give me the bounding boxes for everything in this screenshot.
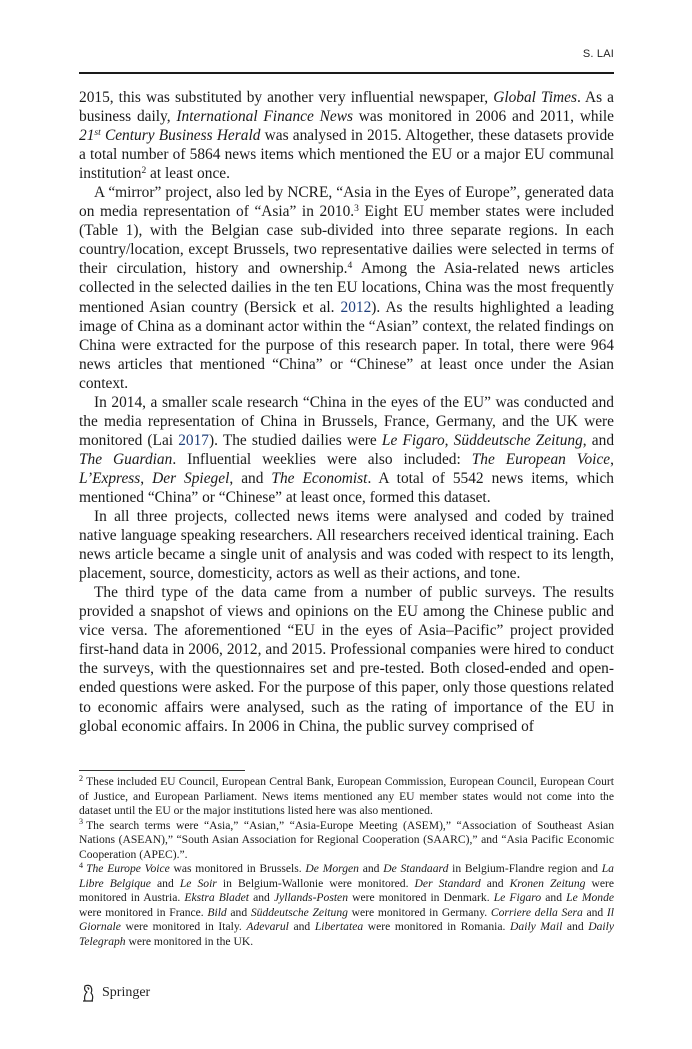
text-run: and	[150, 876, 180, 890]
text-run: and	[358, 862, 384, 876]
text-run: ,	[444, 431, 454, 449]
italic-title: Le Figaro	[493, 891, 542, 905]
footnote-number: 2	[79, 773, 84, 783]
text-run: in Belgium-Flandre region and	[448, 862, 602, 876]
italic-title: Century Business Herald	[100, 127, 261, 145]
springer-horse-icon	[79, 983, 97, 1003]
text-run: . Influential weeklies were also included:	[172, 450, 472, 468]
publisher-name: Springer	[102, 985, 151, 1000]
footnote-number: 4	[79, 860, 84, 870]
footnote-ref[interactable]: 2	[141, 164, 147, 176]
text-run: In 2014, a smaller scale research “China in the eyes of the EU” was conducted and the media representation of China in Brussels, France, Germany, and the UK were monitored (Lai	[79, 393, 614, 449]
text-run: These included EU Council, European Central Bank, European Commission, European Council, European Court of Justice, and European Parliament. News items mentioned any EU member states would not come into the dataset until the EU or the major institutions listed here was also mentioned.	[79, 775, 614, 818]
page-header	[79, 44, 614, 74]
text-run: . As a business daily,	[79, 89, 614, 126]
italic-title: Libertatea	[314, 920, 364, 934]
text-run: ). As the results highlighted a leading image of China as a dominant actor within the “Asian” context, the related findings on China were extracted for the purpose of this research paper. In total, there were 964 news articles that mentioned “China” or “Chinese” at least once under the Asian context.	[79, 298, 614, 392]
italic-title: The Europe Voice	[86, 862, 170, 876]
ordinal-suffix: st	[94, 126, 101, 138]
text-run: ,	[610, 450, 614, 468]
text-run: , and	[582, 431, 615, 449]
text-run: was monitored in Brussels.	[169, 862, 306, 876]
body-paragraph	[79, 183, 614, 393]
text-run: and	[480, 876, 510, 890]
italic-title: Global Times	[493, 89, 577, 106]
italic-title: De Morgen	[305, 862, 359, 876]
text-run: The search terms were “Asia,” “Asian,” “Asia-Europe Meeting (ASEM),” “Association of Southeast Asian Nations (ASEAN),” “South Asian Association for Regional Cooperation (SAARC),” and “Asia Pacific Economic Cooperation (APEC).”.	[79, 818, 614, 861]
italic-title: De Standaard	[383, 862, 449, 876]
body-paragraph	[79, 393, 614, 507]
italic-title: Le Figaro	[381, 431, 445, 449]
text-run: Among the Asia-related news articles collected in the selected dailies in the ten EU locations, China was the most frequently mentioned Asian country (Bersick et al.	[79, 260, 614, 316]
text-run: were monitored in Italy.	[120, 920, 247, 934]
text-run: and	[226, 905, 251, 919]
text-run: 2015, this was substituted by another very influential newspaper,	[79, 89, 494, 106]
text-run: Eight EU member states were included (Table 1), with the Belgian case sub-divided into three separate regions. In each country/location, except Brussels, two representative dailies were selected in terms of their circulation, history and ownership.	[79, 203, 614, 278]
text-run: in Belgium-Wallonie were monitored.	[216, 876, 415, 890]
text-run: were monitored in France.	[79, 905, 208, 919]
text-run: and	[582, 905, 607, 919]
citation-link[interactable]: 2017	[178, 431, 209, 449]
italic-title: Corriere della Sera	[490, 905, 583, 919]
text-run: were monitored in the UK.	[125, 935, 254, 949]
running-head-author: S. LAI	[582, 48, 614, 60]
italic-title: Ekstra Bladet	[184, 891, 249, 905]
italic-title: Le Soir	[179, 876, 217, 890]
italic-title: The European Voice	[471, 450, 611, 468]
footnote-divider	[79, 770, 245, 771]
body-paragraph	[79, 583, 614, 735]
italic-title: Daily Telegraph	[79, 920, 614, 949]
italic-title: La Libre Belgique	[79, 862, 614, 890]
italic-title: Süddeutsche Zeitung	[453, 431, 583, 449]
italic-title: Daily Mail	[510, 920, 563, 934]
footnote-3	[79, 819, 614, 863]
italic-title: L’Express	[79, 469, 141, 487]
text-run: were monitored in Romania.	[363, 920, 511, 934]
text-run: The third type of the data came from a number of public surveys. The results provided a snapshot of views and opinions on the EU among the Chinese public and vice versa. The aforementioned “EU in the eyes of Asia–Pacific” project provided first-hand data in 2006, 2012, and 2015. Professional companies were hired to conduct the surveys, with the questionnaires set and pre-tested. Both closed-ended and open-ended questions were asked. For the purpose of this paper, only those questions related to economic affairs were analysed, such as the rating of importance of the EU in global economic affairs. In 2006 in China, the public survey comprised of	[79, 584, 614, 735]
text-run: was analysed in 2015. Altogether, these datasets provide a total number of 5864 news items which mentioned the EU or a major EU communal institution	[79, 127, 614, 183]
italic-title: Il Giornale	[79, 905, 615, 934]
italic-title: 21	[79, 127, 95, 145]
italic-title: Adevarul	[246, 920, 289, 934]
citation-link[interactable]: 2012	[340, 298, 372, 316]
text-run: were monitored in Denmark.	[348, 891, 494, 905]
footnote-2	[79, 775, 614, 819]
italic-title: Le Monde	[566, 891, 615, 905]
text-run: ,	[140, 469, 153, 487]
footnotes-section	[79, 775, 614, 950]
text-run: at least once.	[146, 165, 230, 183]
body-paragraph	[79, 88, 614, 183]
text-run: was monitored in 2006 and 2011, while	[353, 108, 615, 126]
italic-title: Jyllands-Posten	[273, 891, 348, 905]
italic-title: Der Standard	[414, 876, 481, 890]
text-run: , and	[229, 469, 272, 487]
italic-title: Der Spiegel	[152, 469, 230, 487]
text-run: ). The studied dailies were	[208, 431, 382, 449]
text-run: were monitored in Austria.	[79, 876, 615, 905]
italic-title: Kronen Zeitung	[509, 876, 586, 890]
text-run: and	[562, 920, 589, 934]
body-paragraph	[79, 507, 614, 583]
text-run: . A total of 5542 news items, which mentioned “China” or “Chinese” at least once, formed this dataset.	[79, 469, 614, 506]
italic-title: International Finance News	[176, 108, 353, 126]
footnote-ref[interactable]: 3	[354, 203, 359, 215]
text-run: were monitored in Germany.	[347, 905, 491, 919]
italic-title: Bild	[207, 905, 227, 919]
page-footer	[79, 982, 150, 1004]
text-run: and	[541, 891, 567, 905]
text-run: and	[288, 920, 315, 934]
italic-title: The Economist	[271, 469, 368, 487]
footnote-4	[79, 862, 614, 949]
text-run: A “mirror” project, also led by NCRE, “Asia in the Eyes of Europe”, generated data on media representation of “Asia” in 2010.	[79, 184, 614, 221]
italic-title: Süddeutsche Zeitung	[250, 905, 348, 919]
footnote-number: 3	[79, 817, 84, 827]
text-run: and	[249, 891, 274, 905]
footnote-ref[interactable]: 4	[347, 260, 353, 272]
italic-title: The Guardian	[79, 450, 173, 468]
text-run: In all three projects, collected news items were analysed and coded by trained native language speaking researchers. All researchers received identical training. Each news article became a single unit of analysis and was coded with respect to its length, placement, source, domesticity, actors as well as their actions, and tone.	[79, 508, 614, 583]
main-body-text	[79, 88, 614, 736]
